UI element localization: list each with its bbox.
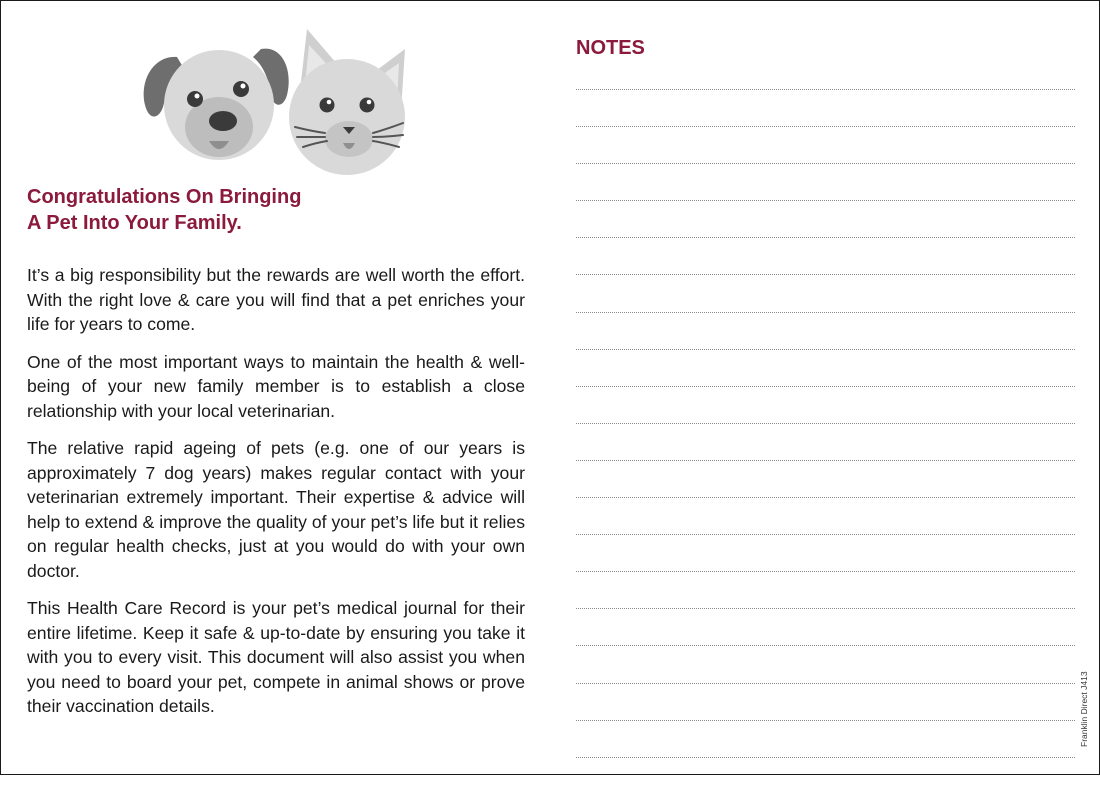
note-line[interactable] <box>576 497 1075 498</box>
heading-line: Congratulations On Bringing <box>27 186 302 208</box>
product-code: Franklin Direct J413 <box>1079 671 1089 747</box>
note-line[interactable] <box>576 571 1075 572</box>
notes-lines[interactable] <box>576 89 1075 794</box>
pets-illustration <box>137 27 417 177</box>
note-line[interactable] <box>576 386 1075 387</box>
note-line[interactable] <box>576 423 1075 424</box>
paragraph-ageing: The relative rapid ageing of pets (e.g. one of our years is approximately 7 dog years) makes regular contact with your veterinarian extremely important. Their expertise & advice will help to extend & improve the quality of your pet’s life but it relies on regular health checks, just at you would do with your own doctor. <box>27 438 525 581</box>
note-line[interactable] <box>576 645 1075 646</box>
intro-column <box>27 1 525 774</box>
note-line[interactable] <box>576 89 1075 90</box>
note-line[interactable] <box>576 312 1075 313</box>
notes-title: NOTES <box>576 37 645 59</box>
intro-heading <box>27 184 525 236</box>
note-line[interactable] <box>576 720 1075 721</box>
note-line[interactable] <box>576 608 1075 609</box>
heading-line: A Pet Into Your Family. <box>27 212 242 234</box>
paragraph-health-record: This Health Care Record is your pet’s medical journal for their entire lifetime. Keep it safe & up-to-date by ensuring you take it with you to every visit. This document will also assist you when you need to board your pet, compete in animal shows or prove their vaccination details. <box>27 598 525 716</box>
note-line[interactable] <box>576 163 1075 164</box>
note-line[interactable] <box>576 683 1075 684</box>
paragraph-responsibility: It’s a big responsibility but the rewards are well worth the effort. With the right love & care you will find that a pet enriches your life for years to come. <box>27 265 525 334</box>
cat-face-icon <box>289 29 405 175</box>
note-line[interactable] <box>576 200 1075 201</box>
dog-face-icon <box>144 49 289 160</box>
note-line[interactable] <box>576 534 1075 535</box>
paragraph-veterinarian: One of the most important ways to maintain the health & well-being of your new family member is to establish a close relationship with your local veterinarian. <box>27 351 525 421</box>
note-line[interactable] <box>576 349 1075 350</box>
note-line[interactable] <box>576 237 1075 238</box>
note-line[interactable] <box>576 757 1075 758</box>
note-line[interactable] <box>576 274 1075 275</box>
note-line[interactable] <box>576 460 1075 461</box>
notes-column <box>576 1 1076 774</box>
intro-body <box>27 263 525 732</box>
note-line[interactable] <box>576 126 1075 127</box>
